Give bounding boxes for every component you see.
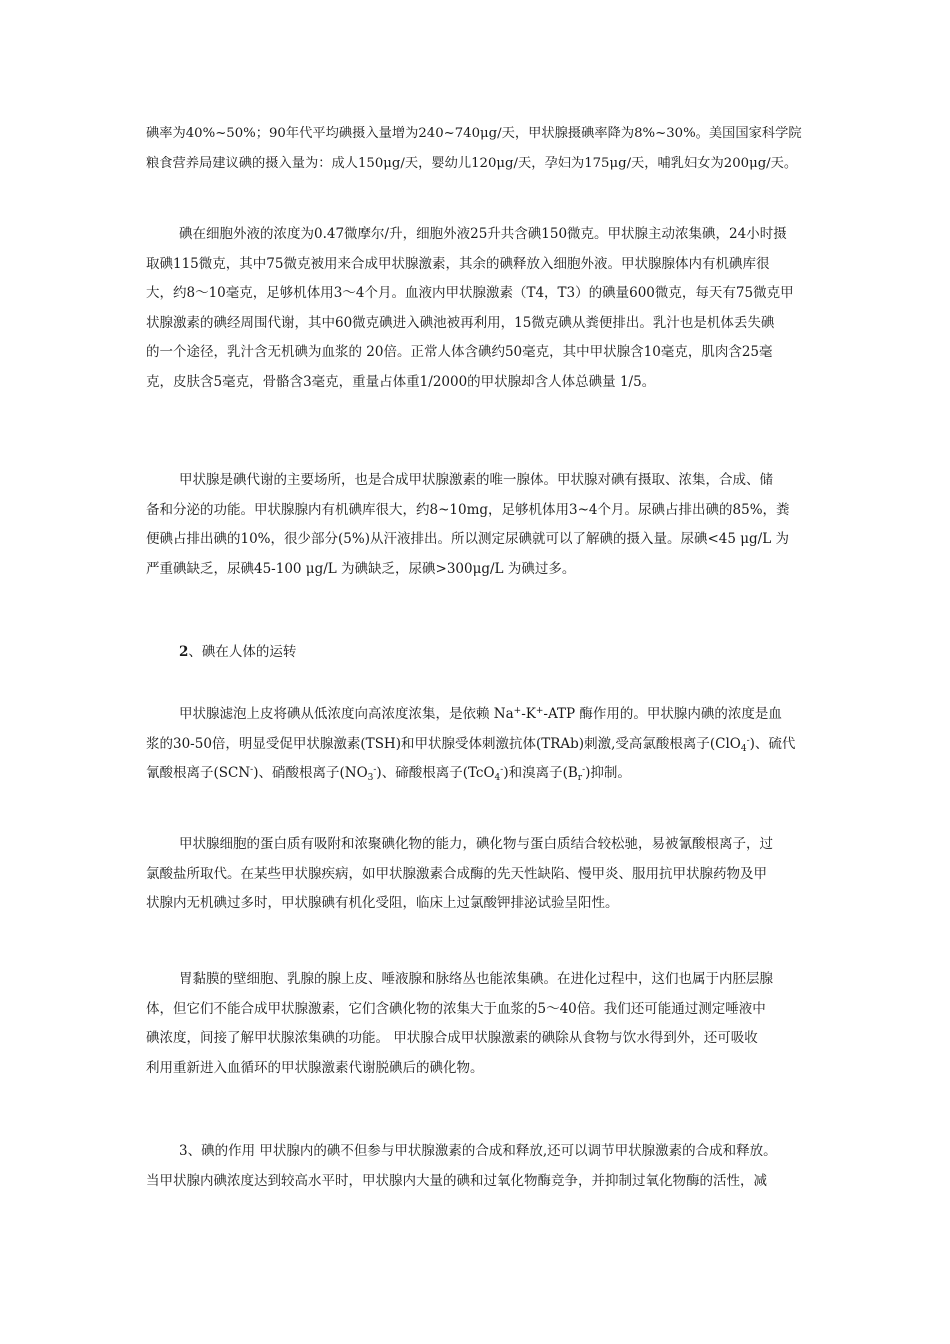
text-line: 碘浓度，间接了解甲状腺浓集碘的功能。 甲状腺合成甲状腺激素的碘除从食物与饮水得到外，还可吸收 — [146, 1030, 758, 1046]
superscript: + — [513, 706, 522, 716]
superscript: - — [250, 765, 254, 775]
text-line: 粮食营养局建议碘的摄入量为：成人150μg/天，婴幼儿120μg/天，孕妇为175μg/天，哺乳妇女为200μg/天。 — [146, 155, 798, 171]
text-line: 取碘115微克，其中75微克被用来合成甲状腺激素，其余的碘释放入细胞外液。甲状腺腺体内有机碘库很 — [146, 255, 770, 272]
text-line: 胃黏膜的壁细胞、乳腺的腺上皮、唾液腺和脉络丛也能浓集碘。在进化过程中，这们也属于内胚层腺 — [179, 971, 773, 987]
section-heading — [179, 638, 296, 668]
paragraph-iodine-transport — [146, 700, 806, 789]
superscript: - — [582, 765, 586, 775]
text-run: )抑制。 — [585, 765, 631, 781]
superscript: - — [500, 765, 504, 775]
text-run: -ATP 酶作用的。甲状腺内碘的浓度是血 — [543, 706, 782, 722]
text-line: 的一个途径，乳汁含无机碘为血浆的 20倍。正常人体含碘约50毫克，其中甲状腺含10毫克，肌肉含25毫 — [146, 344, 773, 360]
text-line: 状腺内无机碘过多时，甲状腺碘有机化受阻，临床上过氯酸钾排泌试验呈阳性。 — [146, 895, 619, 911]
text-line: 氯酸盐所取代。在某些甲状腺疾病，如甲状腺激素合成酶的先天性缺陷、慢甲炎、服用抗甲状腺药物及甲 — [146, 865, 767, 882]
text-line — [146, 700, 806, 730]
text-run: )和溴离子(B — [503, 765, 578, 781]
text-line: 碘在细胞外液的浓度为0.47微摩尔/升，细胞外液25升共含碘150微克。甲状腺主动浓集碘，24小时摄 — [179, 226, 787, 242]
text-line: 状腺激素的碘经周围代谢，其中60微克碘进入碘池被再利用，15微克碘从粪便排出。乳汁也是机体丢失碘 — [146, 314, 775, 331]
text-line: 3、碘的作用 甲状腺内的碘不但参与甲状腺激素的合成和释放,还可以调节甲状腺激素的合成和释放。 — [179, 1143, 777, 1159]
section-title: 、碘在人体的运转 — [188, 644, 297, 660]
text-line — [146, 759, 806, 789]
text-run: )、硝酸根离子(NO — [253, 765, 368, 781]
section-number: 2 — [179, 644, 189, 660]
subscript: 4 — [740, 743, 747, 754]
paragraph-iodine-function — [146, 1137, 806, 1196]
superscript: + — [535, 706, 544, 716]
subscript: 4 — [494, 773, 501, 783]
text-line: 备和分泌的功能。甲状腺腺内有机碘库很大，约8~10mg，足够机体用3~4个月。尿碘占排出碘的85%，粪 — [146, 501, 790, 518]
text-line: 严重碘缺乏，尿碘45-100 μg/L 为碘缺乏，尿碘>300μg/L 为碘过多。 — [146, 560, 576, 577]
text-run: -K — [521, 706, 536, 722]
text-line: 当甲状腺内碘浓度达到较高水平时，甲状腺内大量的碘和过氧化物酶竞争，并抑制过氧化物酶的活性，减 — [146, 1172, 767, 1189]
text-line — [146, 730, 806, 760]
text-line: 利用重新进入血循环的甲状腺激素代谢脱碘后的碘化物。 — [146, 1059, 484, 1076]
subscript: r — [577, 773, 583, 783]
paragraph-protein-binding — [146, 830, 806, 919]
paragraph-iodine-uptake-rate — [146, 119, 806, 178]
subscript: 3 — [367, 773, 374, 783]
text-run: )、硫代 — [749, 735, 796, 752]
text-run: 氰酸根离子(SCN — [146, 765, 251, 781]
text-run: 浆的30-50倍，明显受促甲状腺激素(TSH)和甲状腺受体刺激抗体(TRAb)刺激,受高氯酸根离子(ClO — [146, 735, 741, 752]
text-line: 体，但它们不能合成甲状腺激素，它们含碘化物的浓集大于血浆的5～40倍。我们还可能通过测定唾液中 — [146, 1000, 766, 1017]
paragraph-thyroid-metabolism — [146, 466, 806, 584]
text-run: 甲状腺滤泡上皮将碘从低浓度向高浓度浓集，是依赖 Na — [179, 706, 514, 722]
superscript: - — [746, 735, 750, 746]
text-line: 甲状腺细胞的蛋白质有吸附和浓聚碘化物的能力，碘化物与蛋白质结合较松驰，易被氰酸根离子，过 — [179, 836, 773, 852]
paragraph-other-glands — [146, 965, 806, 1083]
text-line: 克，皮肤含5毫克，骨骼含3毫克，重量占体重1/2000的甲状腺却含人体总碘量 1/5。 — [146, 373, 656, 390]
text-line: 甲状腺是碘代谢的主要场所，也是合成甲状腺激素的唯一腺体。甲状腺对碘有摄取、浓集，合成、储 — [179, 472, 773, 488]
text-line: 大，约8～10毫克，足够机体用3～4个月。血液内甲状腺激素（T4，T3）的碘量600微克，每天有75微克甲 — [146, 285, 794, 301]
text-line: 便碘占排出碘的10%，很少部分(5%)从汗液排出。所以测定尿碘就可以了解碘的摄入量。尿碘<45 μg/L 为 — [146, 531, 789, 547]
paragraph-iodine-extracellular — [146, 220, 806, 397]
superscript: - — [373, 765, 377, 775]
text-run: )、碲酸根离子(TcO — [376, 765, 495, 781]
text-line: 碘率为40%~50%；90年代平均碘摄入量增为240~740μg/天，甲状腺摄碘率降为8%~30%。美国国家科学院 — [146, 126, 802, 141]
